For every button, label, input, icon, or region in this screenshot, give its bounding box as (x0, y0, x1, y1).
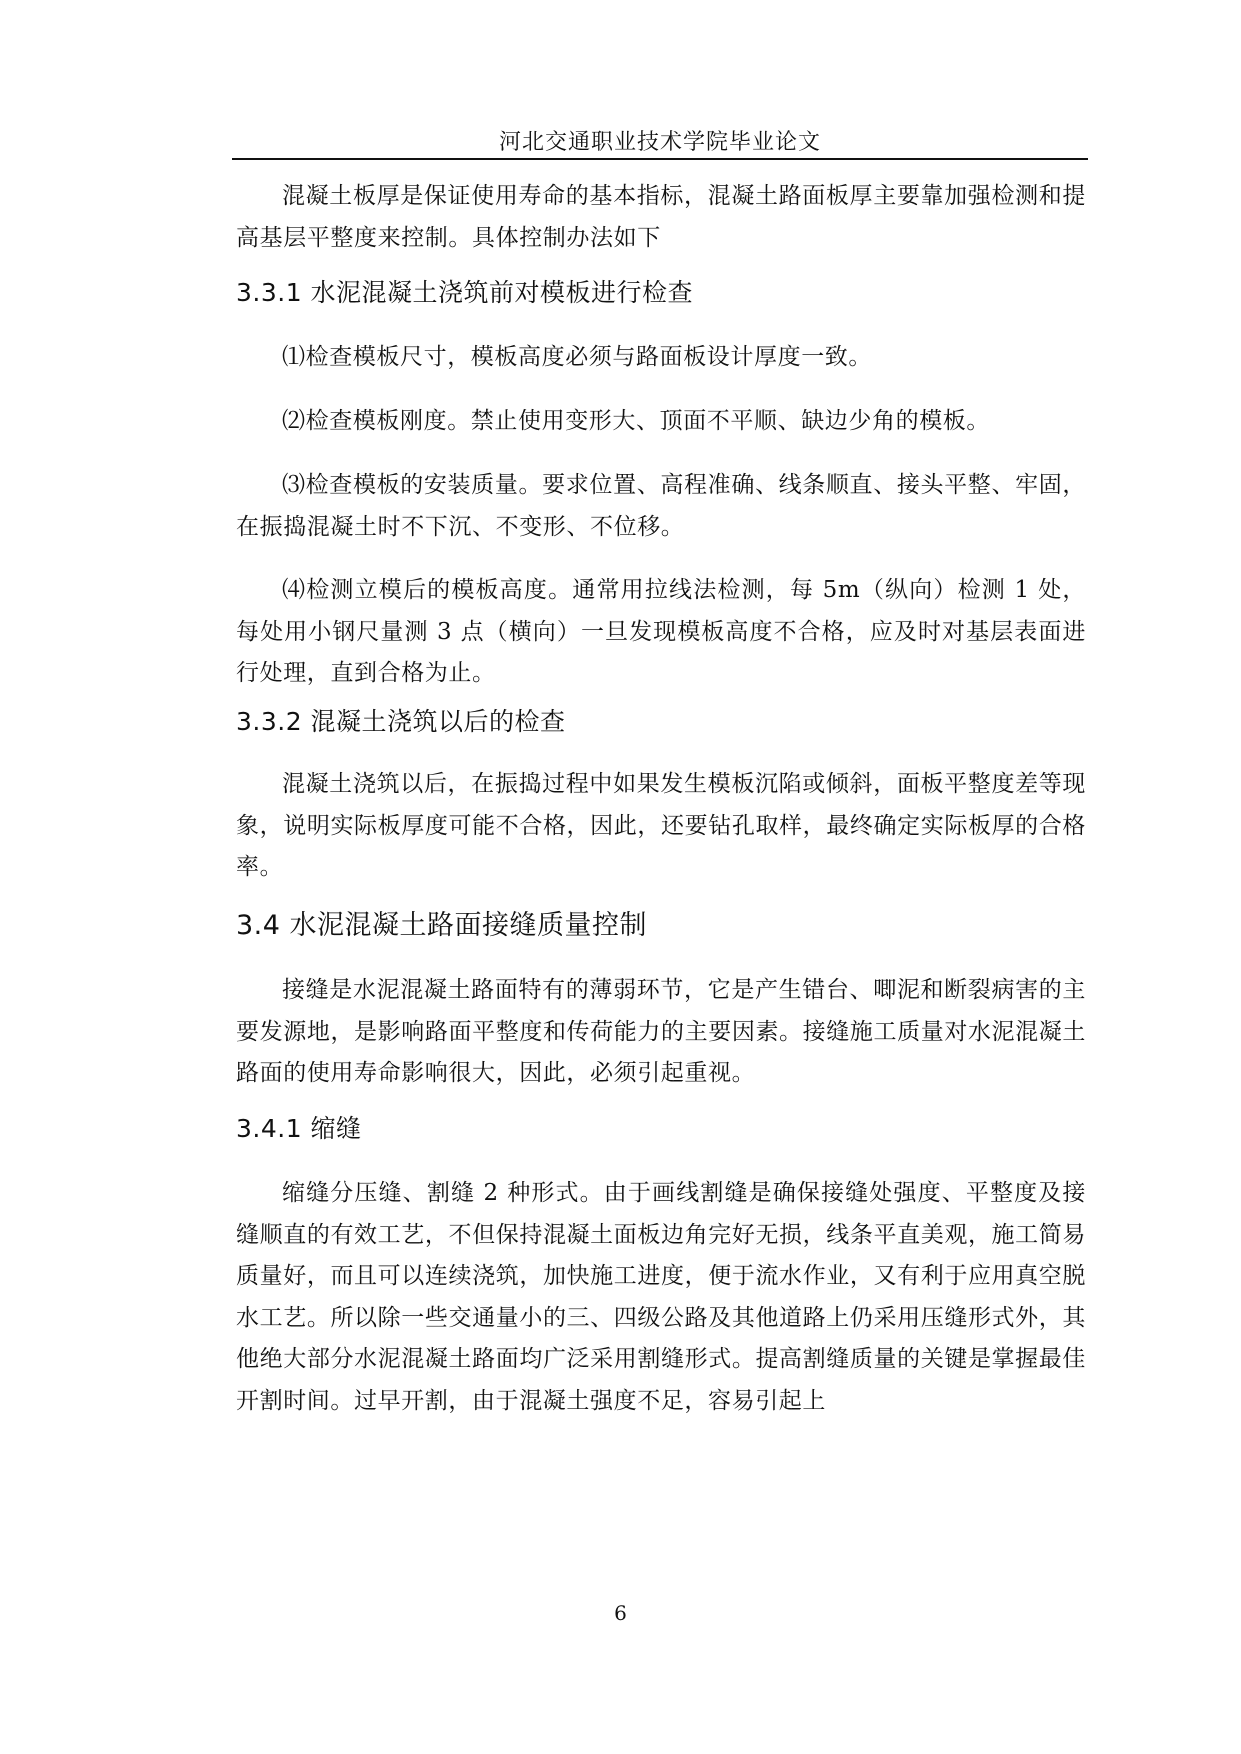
check-item-3: ⑶检查模板的安装质量。要求位置、高程准确、线条顺直、接头平整、牢固，在振捣混凝土时不下沉、不变形、不位移。 (236, 472, 1086, 540)
section-3-3-2-paragraph: 混凝土浇筑以后，在振捣过程中如果发生模板沉陷或倾斜，面板平整度差等现象，说明实际板厚度可能不合格，因此，还要钻孔取样，最终确定实际板厚的合格率。 (236, 771, 1086, 880)
check-item-2: ⑵检查模板刚度。禁止使用变形大、顶面不平顺、缺边少角的模板。 (282, 408, 990, 434)
section-heading-3-3-1: 3.3.1 水泥混凝土浇筑前对模板进行检查 (236, 278, 694, 307)
section-3-4-paragraph: 接缝是水泥混凝土路面特有的薄弱环节，它是产生错台、唧泥和断裂病害的主要发源地，是影响路面平整度和传荷能力的主要因素。接缝施工质量对水泥混凝土路面的使用寿命影响很大，因此，必须引起重视。 (236, 977, 1086, 1086)
header-rule (232, 158, 1088, 160)
intro-paragraph: 混凝土板厚是保证使用寿命的基本指标，混凝土路面板厚主要靠加强检测和提高基层平整度来控制。具体控制办法如下 (236, 183, 1086, 251)
check-item-4: ⑷检测立模后的模板高度。通常用拉线法检测，每 5m（纵向）检测 1 处，每处用小钢尺量测 3 点（横向）一旦发现模板高度不合格，应及时对基层表面进行处理，直到合格为止。 (236, 577, 1086, 686)
section-heading-3-4: 3.4 水泥混凝土路面接缝质量控制 (236, 910, 648, 941)
section-heading-3-4-1: 3.4.1 缩缝 (236, 1114, 362, 1143)
check-item-1: ⑴检查模板尺寸，模板高度必须与路面板设计厚度一致。 (282, 344, 872, 370)
section-3-4-1-paragraph: 缩缝分压缝、割缝 2 种形式。由于画线割缝是确保接缝处强度、平整度及接缝顺直的有效工艺，不但保持混凝土面板边角完好无损，线条平直美观，施工简易质量好，而且可以连续浇筑，加快施工进度，便于流水作业，又有利于应用真空脱水工艺。所以除一些交通量小的三、四级公路及其他道路上仍采用压缝形式外，其他绝大部分水泥混凝土路面均广泛采用割缝形式。提高割缝质量的关键是掌握最佳开割时间。过早开割，由于混凝土强度不足，容易引起上 (236, 1180, 1086, 1414)
page-header-title: 河北交通职业技术学院毕业论文 (498, 130, 821, 155)
page-number: 6 (614, 1601, 627, 1625)
section-heading-3-3-2: 3.3.2 混凝土浇筑以后的检查 (236, 707, 566, 736)
